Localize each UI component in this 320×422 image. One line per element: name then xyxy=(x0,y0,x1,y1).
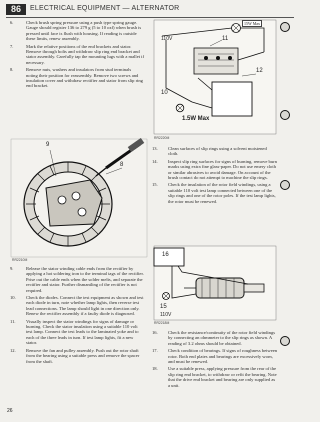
section-title: ELECTRICAL EQUIPMENT — ALTERNATOR xyxy=(30,5,180,12)
step-17: 17. Check condition of bearings. If signs of roughness between rotor. Both end plates and bearings are excessively worn, and must be renewed. xyxy=(152,348,278,365)
figure-caption: RR2210M xyxy=(12,258,28,262)
step-7: 7. Mark the relative positions of the end brackets and stator. Remove through bolts and withdraw slip ring end bracket and stator assembly. Carefully tap the mounting lugs with a mallet if necessary. xyxy=(10,43,144,65)
rotor-test-figure xyxy=(152,244,278,326)
step-10: 10. Check the diodes. Connect the test equipment as shown and test each diode in turn, note whether lamp lights, then reverse test lead connections. The lamp should light in one direction only. Renew the rectifier assembly if a faulty diode is diagnosed. xyxy=(10,295,144,317)
lamp-rating-label: 15W Max xyxy=(244,21,261,26)
right-bottom-text xyxy=(152,330,278,390)
battery-icon xyxy=(212,82,252,116)
page-header xyxy=(6,4,294,16)
step-9: 9. Release the stator winding cable ends from the rectifier by applying a hot soldering iron to the terminal tags of the rectifier. Prise out the cable ends when the solder melts, and separate the rectifier and stator. Further dismantling of the rectifier is not required. xyxy=(10,266,144,293)
binder-hole-icon xyxy=(280,110,290,120)
step-14: 14. Inspect slip ring surfaces for signs of burning, remove burn marks using extra fine glass-paper. Do not use emery cloth or similar abrasives to avoid damage. On account of the brush contact do not attempt to machine the slip rings. xyxy=(152,158,277,181)
rotor-body xyxy=(196,278,244,298)
callout-16: 16 xyxy=(162,252,169,258)
rectifier-block xyxy=(194,48,238,74)
step-12: 12. Remove the fan and pulley assembly. Push out the rotor shaft from the bearing using a suitable press and remove the spacer from the shaft. xyxy=(10,347,140,364)
callout-9: 9 xyxy=(46,142,50,148)
left-bottom-text xyxy=(10,266,144,366)
step-6: 6. Check brush spring pressure using a push type spring gauge. Gauge should register 136 to 279 g (5 to 10 ozf) when brush is pressed until face is flush with housing. If reading is outside these limits, renew assembly. xyxy=(10,20,142,42)
binder-hole-icon xyxy=(280,336,290,346)
ohmmeter-icon xyxy=(154,248,184,266)
page-number: 26 xyxy=(7,408,13,414)
step-11: 11. Visually inspect the stator windings for signs of damage or burning. Check the stator insulation using a suitable 110 volt test lamp. Connect the test leads to the laminated yoke and to each of the three leads in turn. If test lamp lights, fit a new stator. xyxy=(10,318,139,346)
callout-11: 11 xyxy=(222,36,229,42)
diode-test-figure xyxy=(152,18,278,142)
alternator-diagram xyxy=(10,138,148,262)
rectifier-plate xyxy=(46,180,102,226)
right-top-text xyxy=(152,146,278,206)
step-13: 13. Clean surfaces of slip rings using a solvent moistened cloth. xyxy=(152,146,267,157)
step-16: 16. Check the resistance/continuity of the rotor field windings by connecting an ohmmeter to the slip rings as shown. A reading of 3.2 ohms should be obtained. xyxy=(152,330,276,346)
alternator-figure xyxy=(10,138,148,262)
figure-caption: RR2220M xyxy=(154,136,170,140)
figure-caption: RR2218M xyxy=(154,321,170,325)
callout-8: 8 xyxy=(120,162,124,168)
voltage-label: 110V xyxy=(160,312,172,318)
step-15: 15. Check the insulation of the rotor field windings, using a suitable 110 volt test lamp connected between one of the slip rings and one of the rotor poles. If the test lamp lights, the rotor must be renewed. xyxy=(152,182,276,204)
step-18: 18. Use a suitable press, applying pressure from the rear of the slip ring end bracket, to withdraw or refit the bearing. Note that the drive end bracket and bearing are only supplied as a unit. xyxy=(152,366,277,388)
step-8: 8. Remove nuts, washers and insulators from stud terminals noting their position for reassembly. Remove two screws and insulation cover and withdraw rectifier and stator from slip ring end bracket. xyxy=(10,67,143,89)
callout-10: 10 xyxy=(161,90,168,96)
voltage-label: 110V xyxy=(161,36,173,42)
callout-12: 12 xyxy=(256,68,263,74)
left-top-text xyxy=(10,20,144,91)
binder-hole-icon xyxy=(280,180,290,190)
binder-hole-icon xyxy=(280,22,290,32)
callout-15: 15 xyxy=(160,304,167,310)
section-number: 86 xyxy=(6,4,26,15)
lamp-max-label: 1.5W Max xyxy=(182,116,210,122)
